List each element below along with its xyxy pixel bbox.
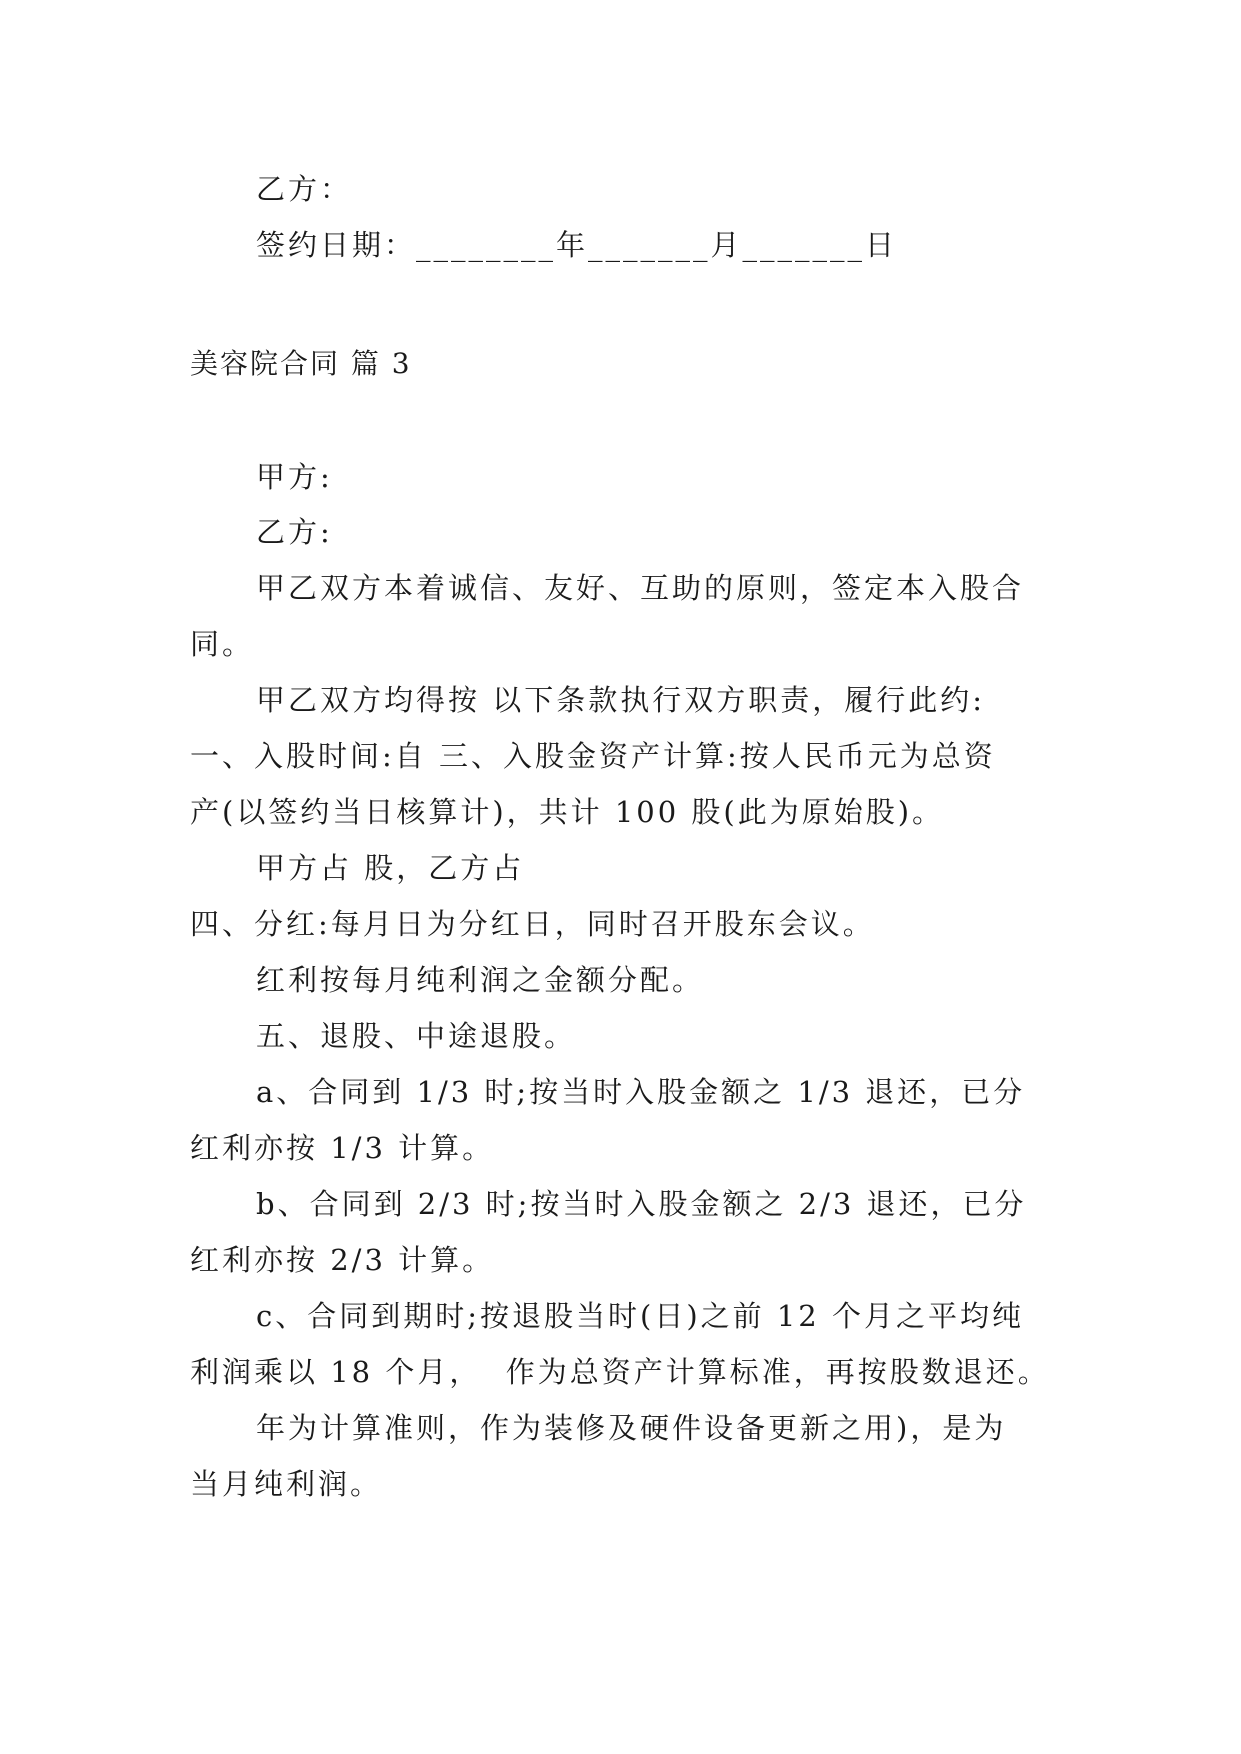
paragraph-line: 年为计算准则，作为装修及硬件设备更新之用)，是为 <box>256 1411 1007 1445</box>
party-a-label: 甲方: <box>256 460 333 494</box>
paragraph-line: 利润乘以 18 个月， 作为总资产计算标准，再按股数退还。 <box>190 1355 1050 1389</box>
paragraph-line: 红利亦按 1/3 计算。 <box>190 1131 495 1165</box>
paragraph-line: 甲乙双方本着诚信、友好、互助的原则，签定本入股合 <box>256 571 1025 605</box>
paragraph-line: a、合同到 1/3 时;按当时入股金额之 1/3 退还，已分 <box>256 1075 1026 1109</box>
party-b-label: 乙方： <box>256 172 353 206</box>
party-b-label-2: 乙方: <box>256 515 333 549</box>
paragraph-line: 红利按每月纯利润之金额分配。 <box>256 963 705 997</box>
paragraph-line: 当月纯利润。 <box>190 1467 383 1501</box>
paragraph-line: 甲方占 股，乙方占 <box>256 851 525 885</box>
paragraph-line: c、合同到期时;按退股当时(日)之前 12 个月之平均纯 <box>256 1299 1024 1333</box>
paragraph-line: 红利亦按 2/3 计算。 <box>190 1243 495 1277</box>
section-title: 美容院合同 篇 3 <box>190 347 412 380</box>
paragraph-line: 一、入股时间:自 三、入股金资产计算:按人民币元为总资 <box>190 739 996 773</box>
paragraph-line: 四、分红:每月日为分红日，同时召开股东会议。 <box>190 907 875 941</box>
paragraph-line: 甲乙双方均得按 以下条款执行双方职责，履行此约: <box>256 683 985 717</box>
paragraph-line: 五、退股、中途退股。 <box>256 1019 577 1053</box>
paragraph-line: b、合同到 2/3 时;按当时入股金额之 2/3 退还，已分 <box>256 1187 1027 1221</box>
sign-date-line: 签约日期：________年_______月_______日 <box>256 228 898 262</box>
paragraph-line: 同。 <box>190 627 255 661</box>
paragraph-line: 产(以签约当日核算计)，共计 100 股(此为原始股)。 <box>190 795 945 829</box>
